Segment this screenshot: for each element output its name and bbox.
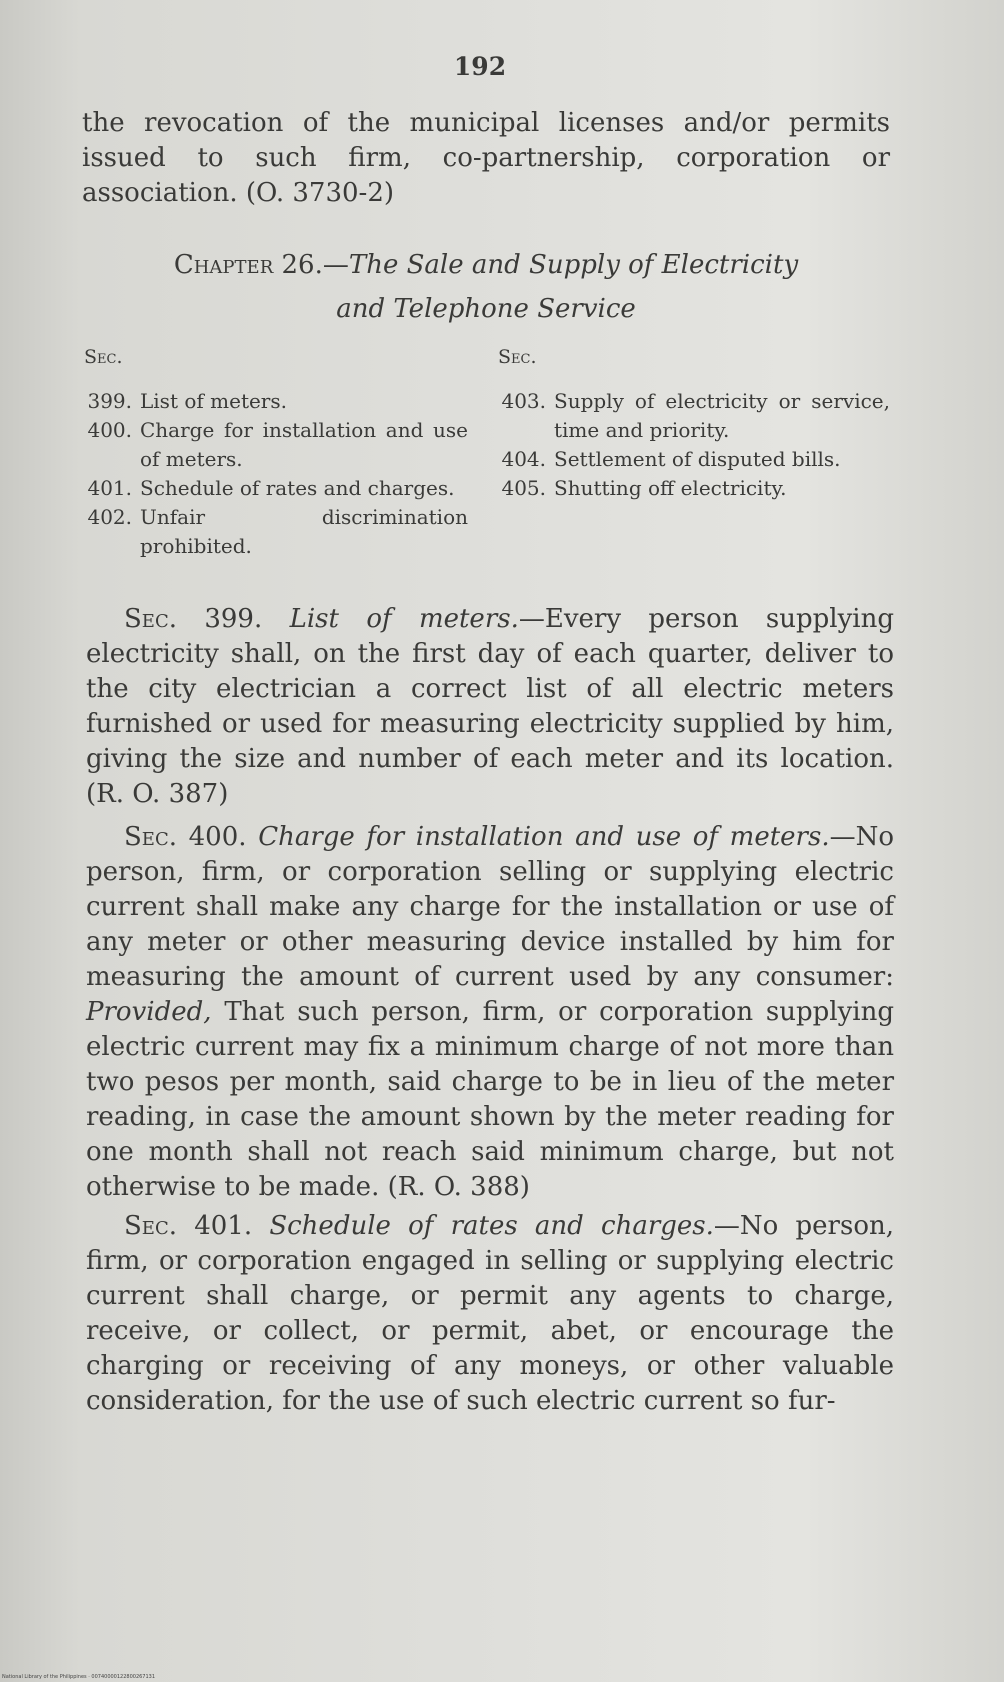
toc-item-label: List of meters. <box>140 389 287 413</box>
chapter-title-line1: The Sale and Supply of Electricity <box>348 250 799 280</box>
toc-item-number: 399. <box>87 389 132 413</box>
chapter-dash: — <box>322 250 349 280</box>
chapter-heading-line2 <box>82 287 890 331</box>
toc-item-number: 400. <box>87 418 132 442</box>
section-label: Sec. 401. <box>124 1211 253 1241</box>
continuation-paragraph: the revocation of the municipal licenses and/or permits issued to such firm, co-partnership, corporation or association. (O. 3730-2) <box>82 108 890 208</box>
toc-item-number: 401. <box>87 476 132 500</box>
toc-item-label: Unfair discrimination prohibited. <box>140 505 468 558</box>
toc-item-number: 403. <box>501 389 546 413</box>
toc-item-label: Schedule of rates and charges. <box>140 476 455 500</box>
toc-item-number: 402. <box>87 505 132 529</box>
proviso-word: Provided, <box>86 997 212 1027</box>
toc-item <box>84 387 468 416</box>
chapter-label: Chapter 26. <box>173 250 323 280</box>
section-401 <box>86 1209 894 1419</box>
toc-item <box>84 416 468 474</box>
toc-item <box>498 445 890 474</box>
toc-item-label: Shutting off electricity. <box>554 476 787 500</box>
toc-item <box>498 387 890 445</box>
toc-left-header: Sec. <box>84 346 123 368</box>
toc-item <box>84 503 468 561</box>
section-dash: — <box>518 604 545 634</box>
toc-item-label: Settlement of disputed bills. <box>554 447 841 471</box>
section-399 <box>86 602 894 812</box>
section-dash: — <box>713 1211 740 1241</box>
toc-item <box>84 474 468 503</box>
toc-left-column <box>84 343 468 561</box>
section-label: Sec. 400. <box>124 822 247 852</box>
chapter-title-line2: and Telephone Service <box>336 294 636 324</box>
section-400 <box>86 820 894 1205</box>
page-number: 192 <box>453 52 507 81</box>
toc-item-number: 404. <box>501 447 546 471</box>
section-text-continued: That such person, firm, or corporation supplying electric current may fix a minimum charge of not more than two pesos per month, said charge to be in lieu of the meter reading, in case the amount shown by the meter reading for one month shall not reach said minimum charge, but not otherwise to be made. (R. O. 388) <box>86 997 894 1202</box>
toc-item <box>498 474 890 503</box>
section-title: Schedule of rates and charges. <box>269 1211 714 1241</box>
section-dash: — <box>829 822 856 852</box>
section-text: No person, firm, or corporation engaged in selling or supplying electric current shall charge, or permit any agents to charge, receive, or collect, or permit, abet, or encourage the charging or receiving of any moneys, or other valuable consideration, for the use of such electric current so fur- <box>86 1211 894 1416</box>
toc-item-label: Supply of electricity or service, time and priority. <box>554 389 890 442</box>
chapter-heading <box>82 243 890 331</box>
toc-item-label: Charge for installation and use of meters. <box>140 418 468 471</box>
scan-footer: National Library of the Philippines · 00740000122800267131 <box>2 1674 156 1680</box>
section-text: Every person supplying electricity shall, on the first day of each quarter, deliver to the city electrician a correct list of all electric meters furnished or used for measuring electricity supplied by him, giving the size and number of each meter and its location. (R. O. 387) <box>86 604 895 809</box>
section-title: List of meters. <box>289 604 519 634</box>
chapter-heading-line1 <box>82 243 890 287</box>
section-title: Charge for installation and use of meters. <box>258 822 830 852</box>
toc-right-header: Sec. <box>498 346 537 368</box>
section-text: No person, firm, or corporation selling or supplying electric current shall make any charge for the installation or use of any meter or other measuring device installed by him for measuring the amount of current used by any consumer: <box>86 822 894 992</box>
toc-right-column <box>498 343 890 503</box>
toc-item-number: 405. <box>501 476 546 500</box>
section-label: Sec. 399. <box>124 604 263 634</box>
